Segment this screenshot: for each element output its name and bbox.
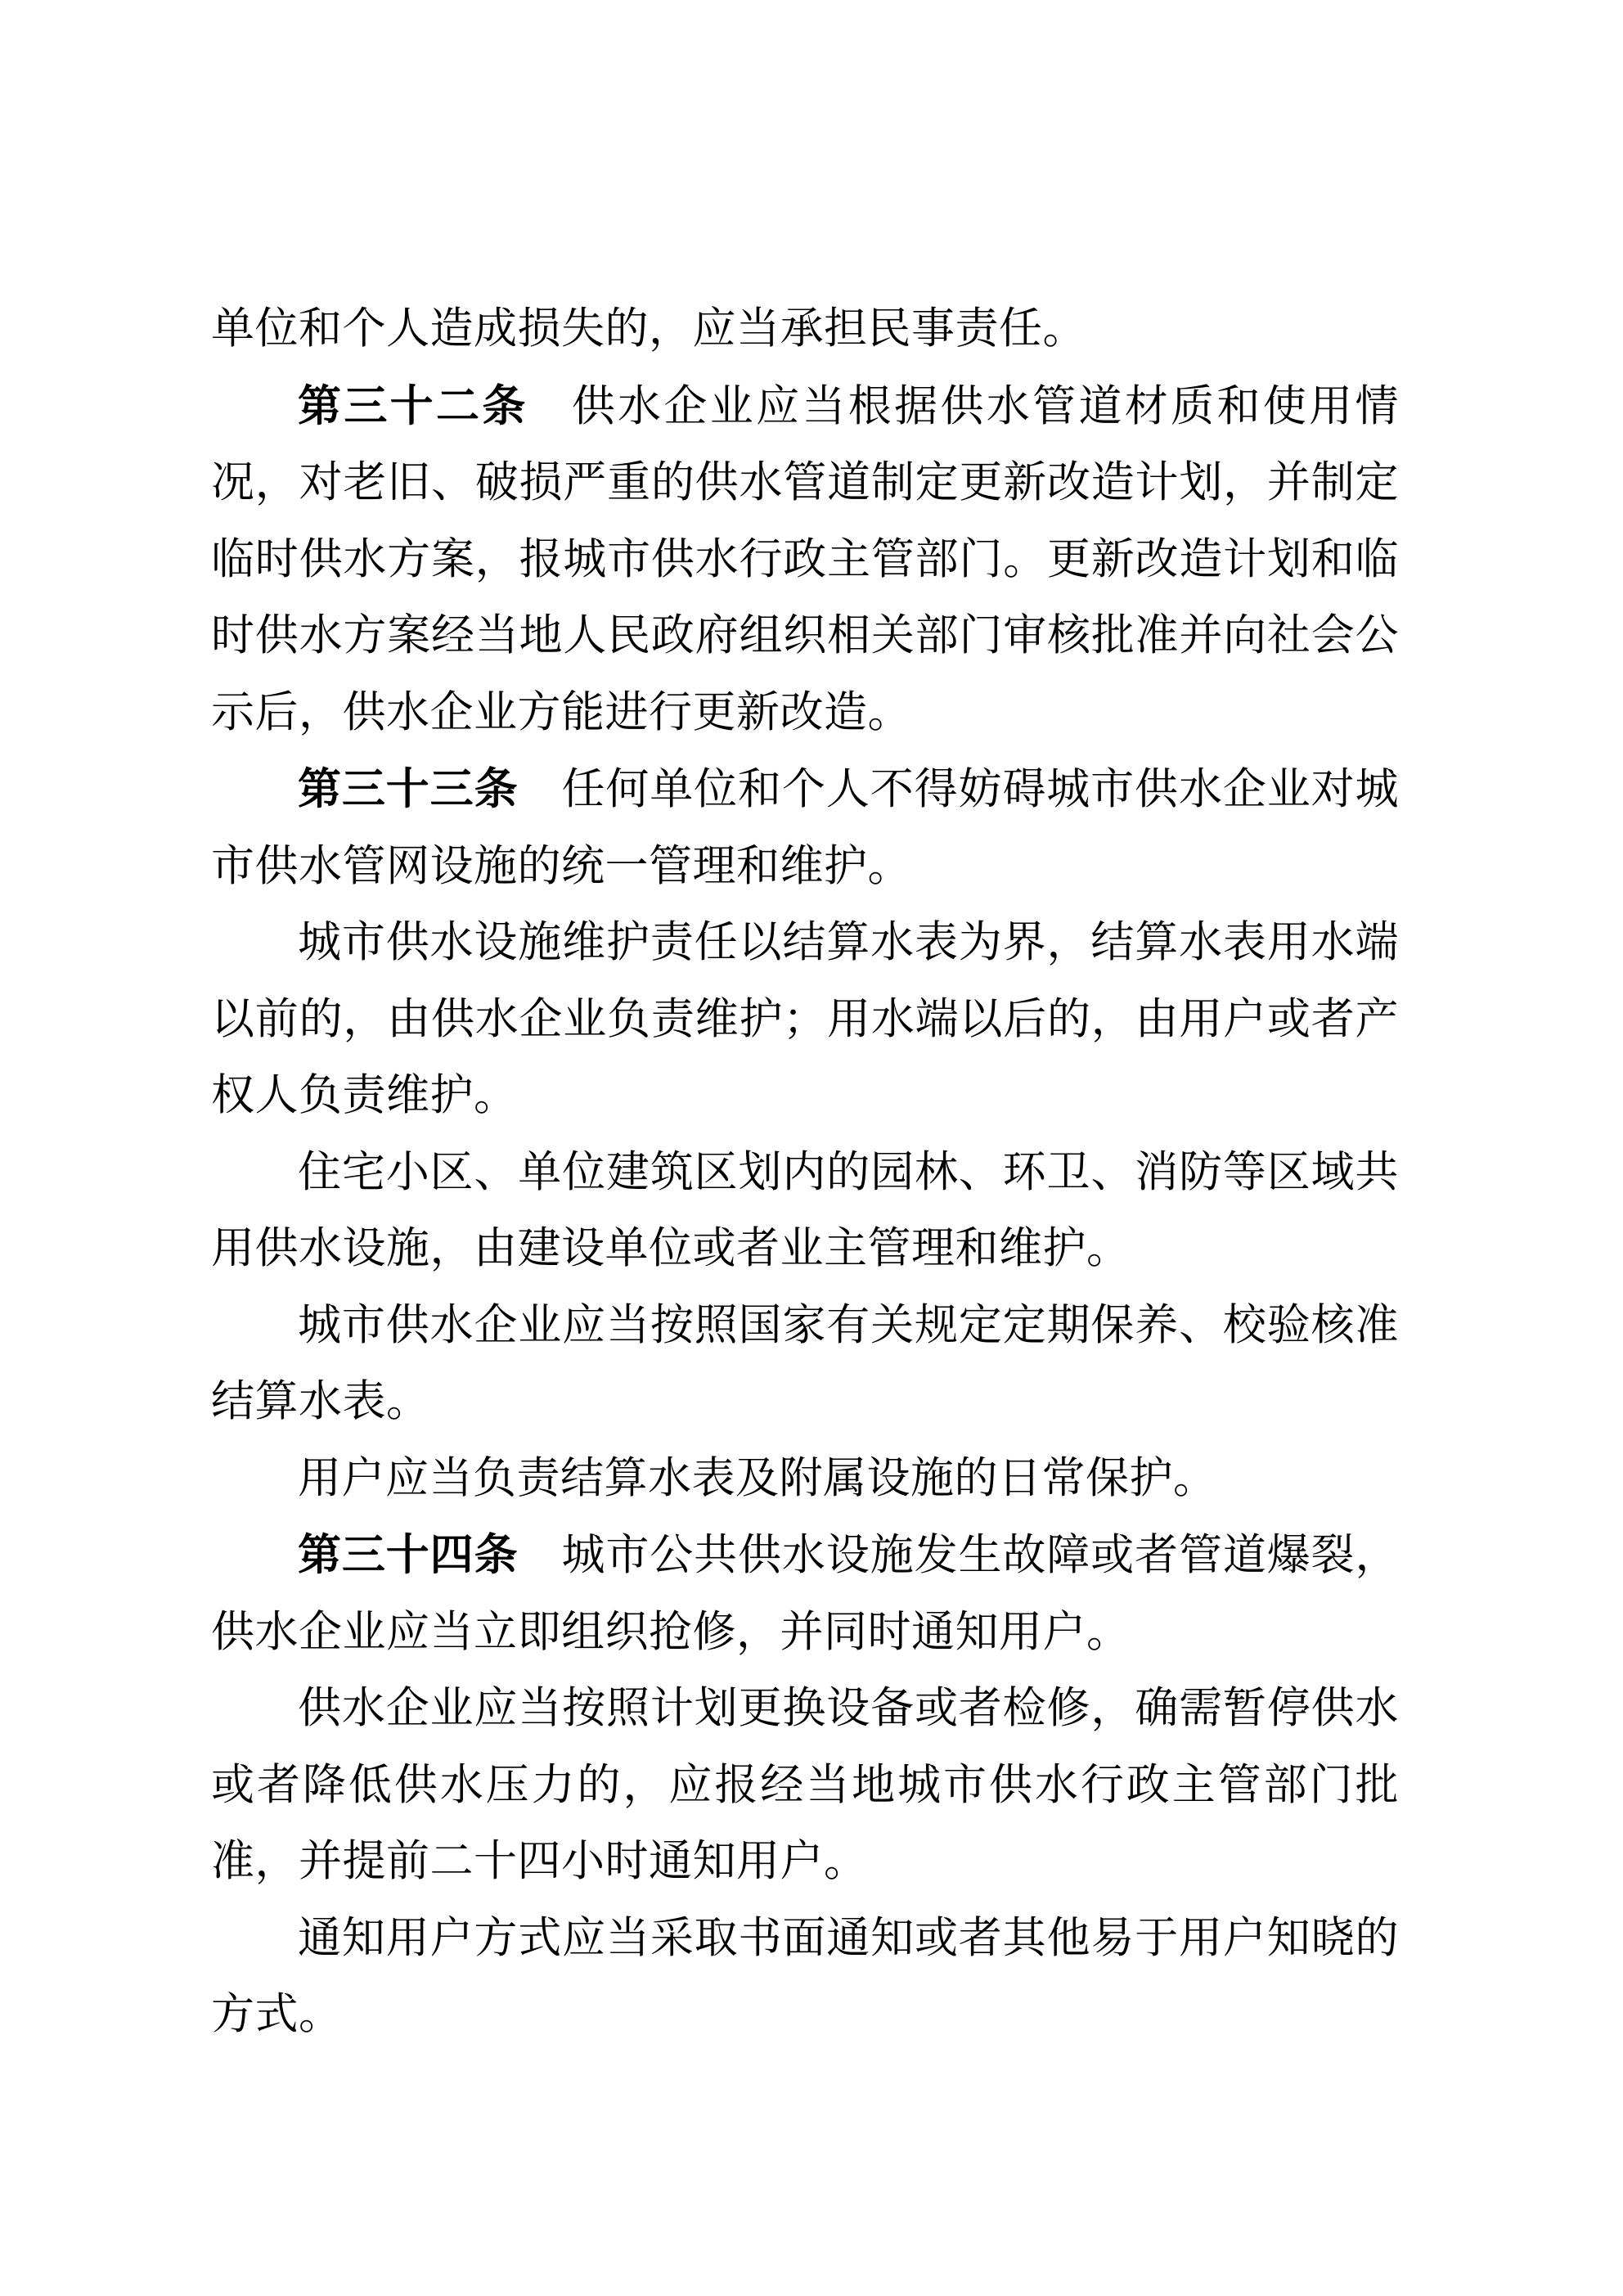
- article-32-number: 第三十二条: [298, 381, 528, 430]
- paragraph-planned-maintenance-notice: [211, 1671, 1399, 1901]
- paragraph-article-32: [211, 368, 1399, 752]
- paragraph-text: 用户应当负责结算水表及附属设施的日常保护。: [298, 1454, 1217, 1502]
- article-33-number: 第三十三条: [298, 765, 519, 813]
- paragraph-text: 单位和个人造成损失的，应当承担民事责任。: [211, 305, 1086, 353]
- paragraph-continuation: [211, 291, 1399, 368]
- paragraph-user-meter-care: [211, 1441, 1399, 1518]
- document-text-block: [211, 291, 1399, 2054]
- paragraph-text: 城市供水设施维护责任以结算水表为界，结算水表用水端以前的，由供水企业负责维护；用水端以后的，由用户或者产权人负责维护。: [211, 919, 1399, 1119]
- paragraph-residential-shared-facilities: [211, 1135, 1399, 1288]
- paragraph-article-34: [211, 1517, 1399, 1671]
- paragraph-text: 供水企业应当根据供水管道材质和使用情况，对老旧、破损严重的供水管道制定更新改造计划，并制定临时供水方案，报城市供水行政主管部门。更新改造计划和临时供水方案经当地人民政府组织相关部门审核批准并向社会公示后，供水企业方能进行更新改造。: [211, 382, 1400, 736]
- paragraph-text: 任何单位和个人不得妨碍城市供水企业对城市供水管网设施的统一管理和维护。: [211, 766, 1400, 890]
- paragraph-text: 住宅小区、单位建筑区划内的园林、环卫、消防等区域共用供水设施，由建设单位或者业主管理和维护。: [211, 1148, 1399, 1272]
- paragraph-text: 城市公共供水设施发生故障或者管道爆裂，供水企业应当立即组织抢修，并同时通知用户。: [211, 1532, 1400, 1656]
- article-34-number: 第三十四条: [298, 1531, 519, 1579]
- paragraph-text: 城市供水企业应当按照国家有关规定定期保养、校验核准结算水表。: [211, 1301, 1399, 1425]
- paragraph-text: 供水企业应当按照计划更换设备或者检修，确需暂停供水或者降低供水压力的，应报经当地城市供水行政主管部门批准，并提前二十四小时通知用户。: [211, 1685, 1399, 1885]
- paragraph-meter-calibration: [211, 1288, 1399, 1441]
- paragraph-maintenance-boundary: [211, 905, 1399, 1135]
- paragraph-notification-method: [211, 1901, 1399, 2054]
- paragraph-text: 通知用户方式应当采取书面通知或者其他易于用户知晓的方式。: [211, 1914, 1399, 2038]
- paragraph-article-33: [211, 751, 1399, 905]
